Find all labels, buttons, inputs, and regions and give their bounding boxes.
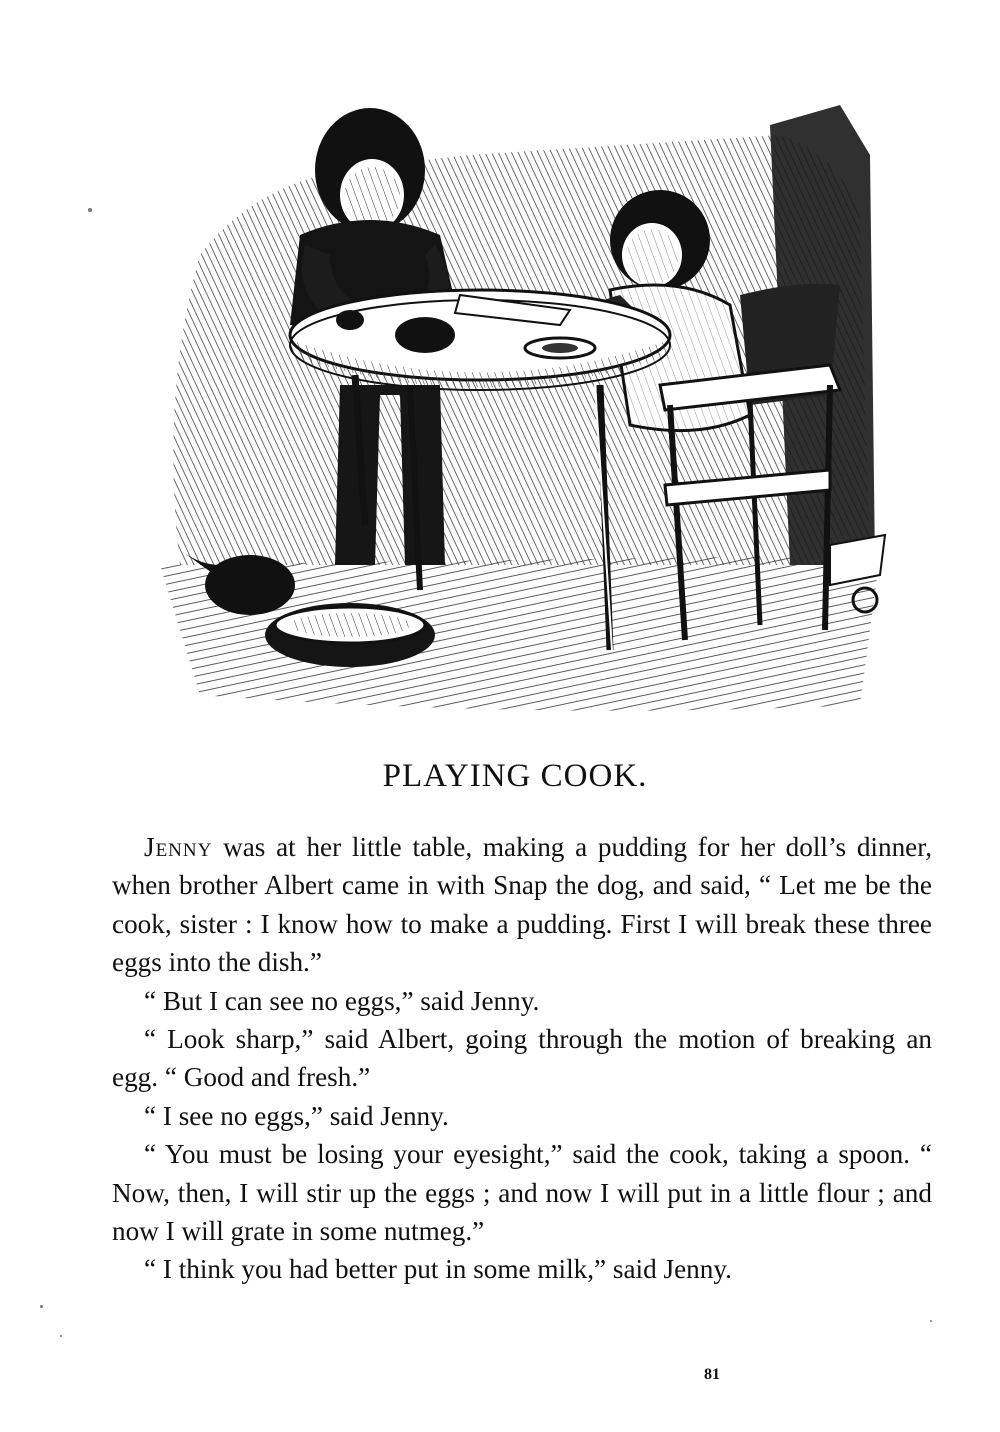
paragraph: “ But I can see no eggs,” said Jenny. — [144, 985, 540, 1016]
engraving-illustration — [140, 95, 900, 715]
paper-speck — [930, 1320, 932, 1322]
paragraph: “ Look sharp,” said Albert, going through the motion of breaking an egg. “ Good and fresh.” — [112, 1024, 932, 1093]
chapter-title: PLAYING COOK. — [382, 758, 648, 794]
paper-speck — [40, 1305, 43, 1308]
dog — [205, 555, 295, 615]
paragraph: “ I see no eggs,” said Jenny. — [144, 1100, 449, 1131]
engraving-svg — [140, 95, 900, 715]
paragraph-text: was at her little table, making a pudding for her doll’s dinner, when brother Albert came in with Snap the dog, and said, “ Let me be the cook, sister : I know how to make a pudding. First I will break these three eggs into the dish.” — [112, 832, 932, 978]
story-text — [112, 828, 932, 1289]
paragraph: “ You must be losing your eyesight,” said the cook, taking a spoon. “ Now, then, I will stir up the eggs ; and now I will put in a little flour ; and now I will grate in some nutmeg.” — [112, 1139, 932, 1247]
page-number: 81 — [704, 1366, 720, 1383]
paper-speck — [88, 208, 92, 212]
lead-word: Jenny — [144, 832, 213, 862]
paragraph — [112, 828, 932, 982]
paragraph: “ I think you had better put in some milk,” said Jenny. — [144, 1254, 732, 1285]
bowl — [395, 317, 455, 353]
paper-speck — [60, 1335, 62, 1337]
